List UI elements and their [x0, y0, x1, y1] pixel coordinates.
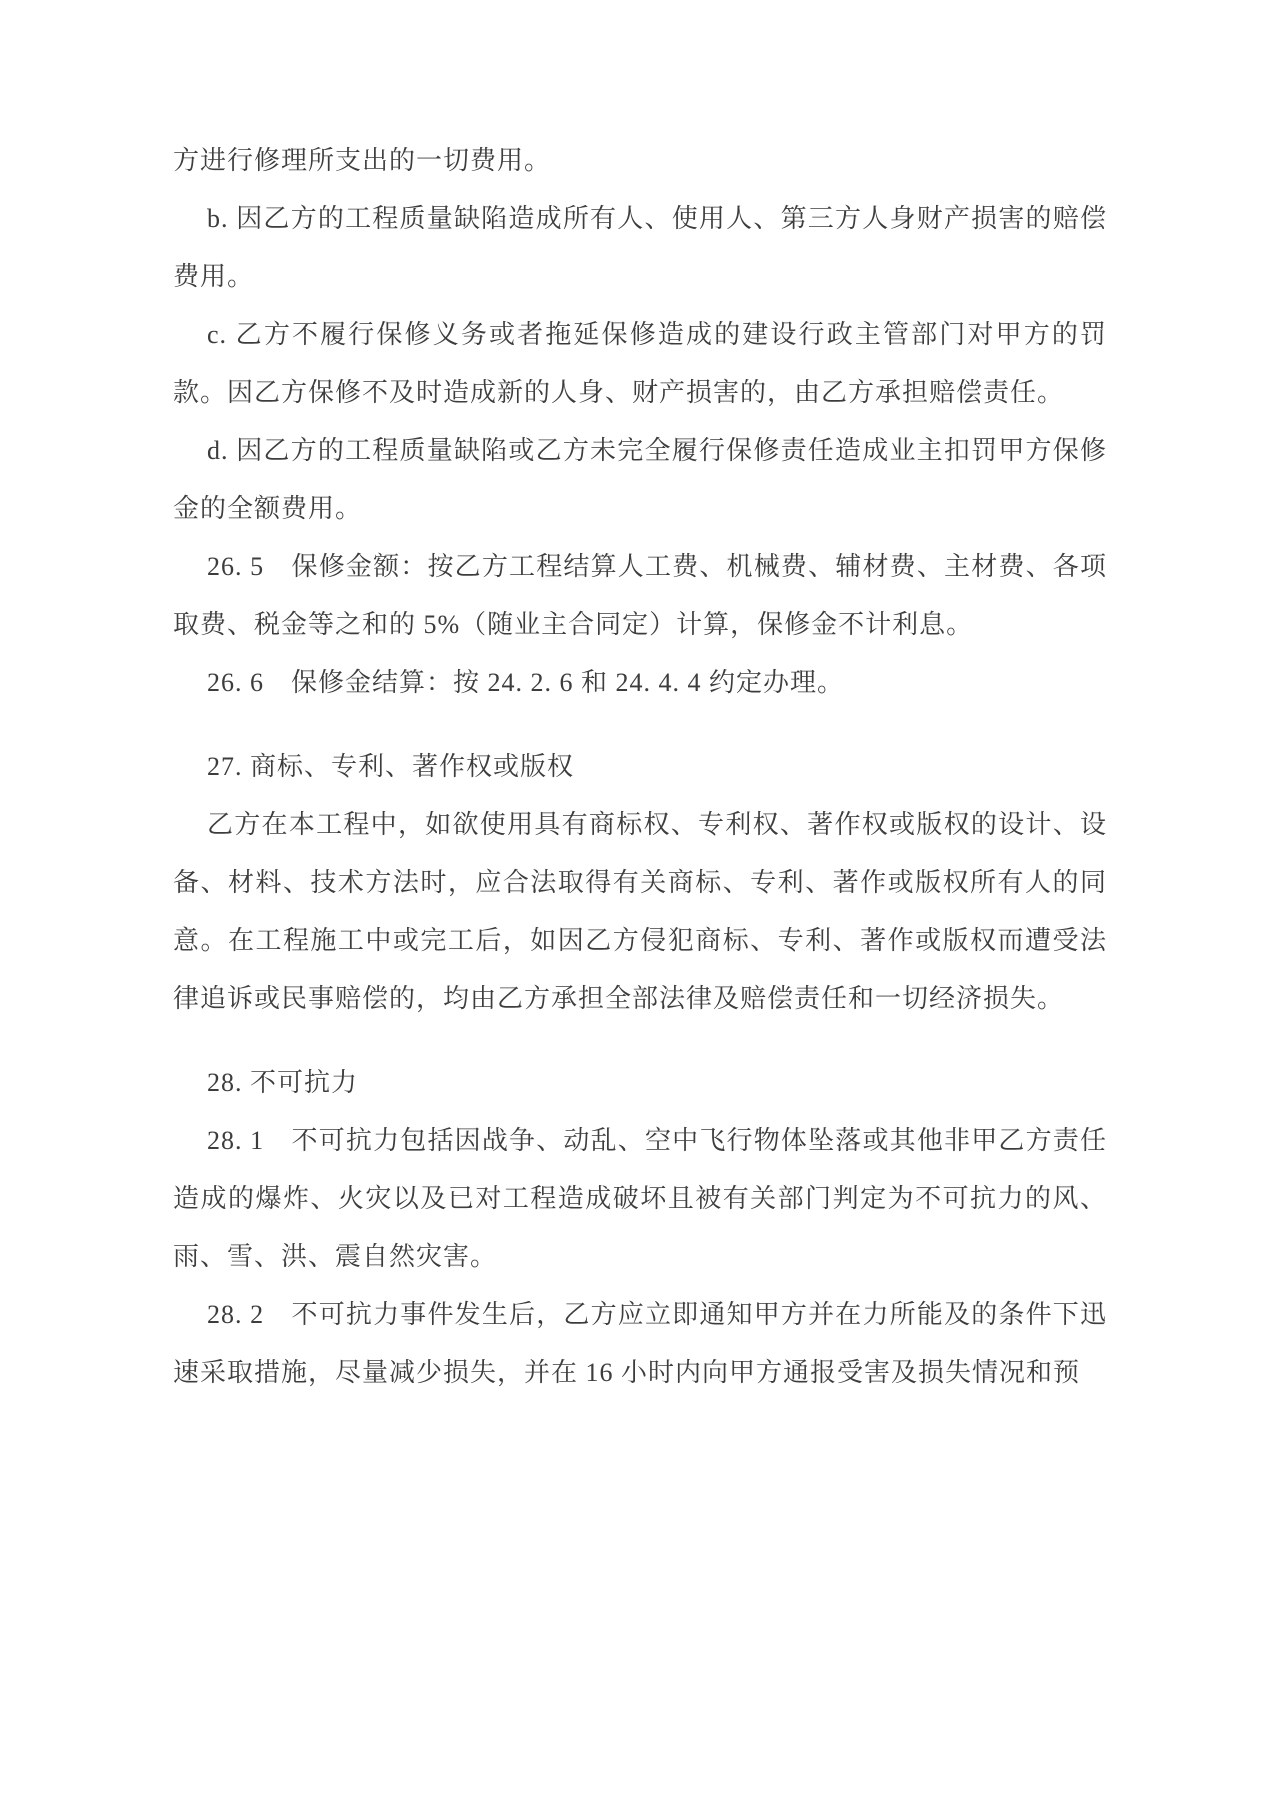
document-body [173, 132, 1107, 1402]
heading-28: 28. 不可抗力 [207, 1068, 359, 1097]
clause-28-1: 28. 1 不可抗力包括因战争、动乱、空中飞行物体坠落或其他非甲乙方责任造成的爆炸、火灾以及已对工程造成破坏且被有关部门判定为不可抗力的风、雨、雪、洪、震自然灾害。 [173, 1126, 1107, 1271]
clause-b: b. 因乙方的工程质量缺陷造成所有人、使用人、第三方人身财产损害的赔偿费用。 [173, 204, 1107, 291]
heading-27: 27. 商标、专利、著作权或版权 [207, 752, 575, 781]
clause-26-6: 26. 6 保修金结算：按 24. 2. 6 和 24. 4. 4 约定办理。 [207, 668, 845, 697]
clause-28-2: 28. 2 不可抗力事件发生后，乙方应立即通知甲方并在力所能及的条件下迅速采取措施，尽量减少损失，并在 16 小时内向甲方通报受害及损失情况和预 [173, 1300, 1107, 1387]
clause-26-5: 26. 5 保修金额：按乙方工程结算人工费、机械费、辅材费、主材费、各项取费、税金等之和的 5%（随业主合同定）计算，保修金不计利息。 [173, 552, 1107, 639]
clause-27-body: 乙方在本工程中，如欲使用具有商标权、专利权、著作权或版权的设计、设备、材料、技术方法时，应合法取得有关商标、专利、著作或版权所有人的同意。在工程施工中或完工后，如因乙方侵犯商标、专利、著作或版权而遭受法律追诉或民事赔偿的，均由乙方承担全部法律及赔偿责任和一切经济损失。 [173, 810, 1107, 1013]
clause-a-continuation: 方进行修理所支出的一切费用。 [173, 146, 552, 175]
clause-c: c. 乙方不履行保修义务或者拖延保修造成的建设行政主管部门对甲方的罚款。因乙方保修不及时造成新的人身、财产损害的，由乙方承担赔偿责任。 [173, 320, 1107, 407]
clause-d: d. 因乙方的工程质量缺陷或乙方未完全履行保修责任造成业主扣罚甲方保修金的全额费用。 [173, 436, 1107, 523]
